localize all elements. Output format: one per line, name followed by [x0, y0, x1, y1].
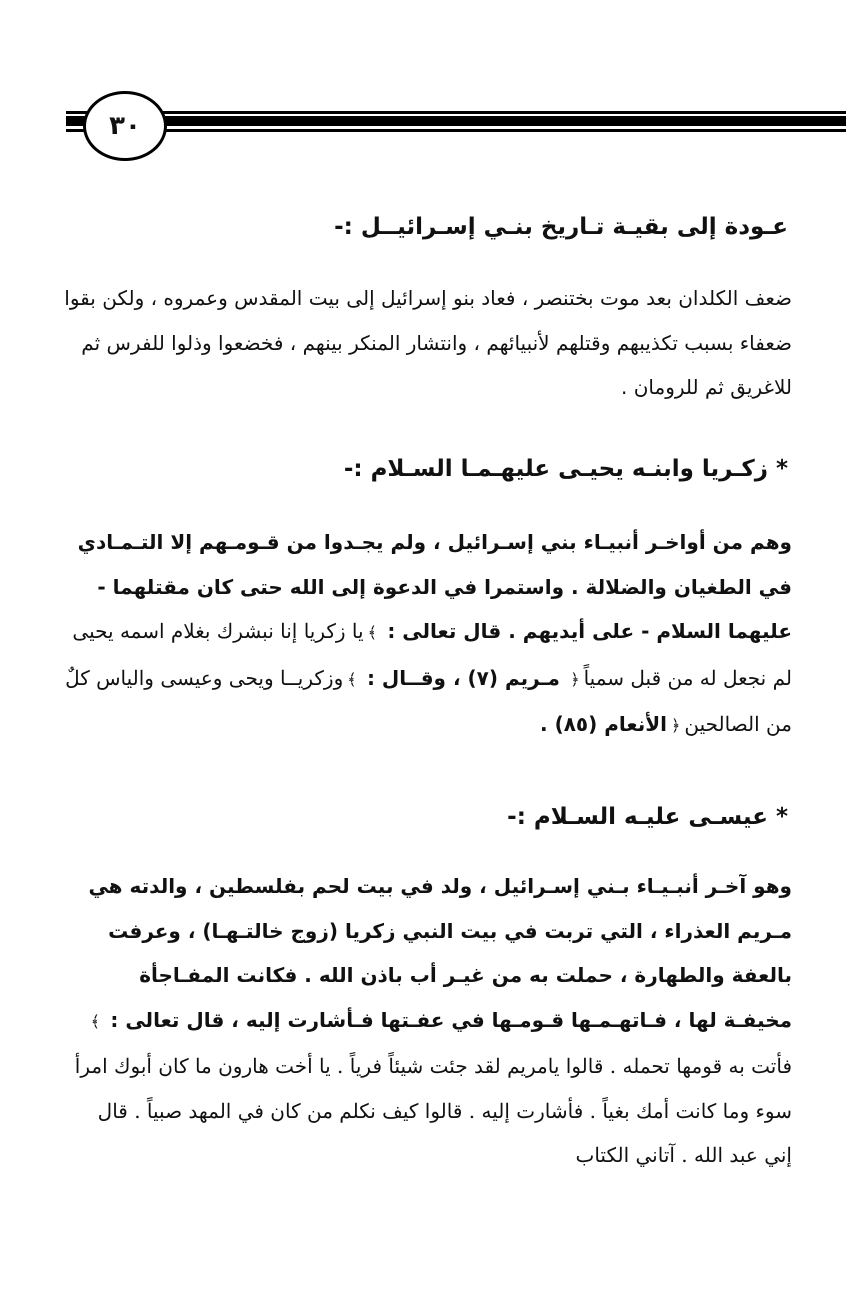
reference-anam-85: الأنعام (٨٥) .: [540, 712, 667, 736]
section-heading-return-history: عـودة إلى بقيـة تـاريخ بنـي إسـرائيــل :-: [334, 214, 788, 240]
paragraph-zakariya-intro: وهم من أواخـر أنبيـاء بني إسـرائيل ، ولم يجـدوا من قـومـهم إلا التـمـادي في الطغيان والضلالة . واستمرا في الدعوة إلى الله حتى كان مقتلهما - عليهما السلام - على أيديهم . قال تعالى :: [77, 530, 792, 643]
header-rule-thick-line: [66, 116, 846, 126]
page-number: ٣٠: [109, 111, 141, 141]
section-heading-isa: * عيسـى عليـه السـلام :-: [507, 804, 788, 830]
quran-quote-open-mark: ﴾: [347, 669, 357, 689]
quran-verse-maryam-7: يا زكريا إنا نبشرك بغلام اسمه يحيى لم نجعل له من قبل سمياً: [72, 619, 792, 690]
page-number-badge: [83, 91, 167, 161]
header-rule: [66, 110, 846, 136]
section-heading-zakariya-yahya: * زكـريا وابنـه يحيـى عليهـمـا السـلام :-: [343, 456, 788, 482]
header-rule-thin-line: [66, 129, 846, 132]
paragraph-isa-intro: وهو آخـر أنبـيـاء بـني إسـرائيل ، ولد في بيت لحم بفلسطين ، والدته هي مـريم العذراء ، التي تربت في بيت النبي زكريا (زوج خالتـهـا) ، وعرفت بالعفة والطهارة ، حملت به من غيـر أب باذن الله . فكانت المفـاجأة مخيفـة لها ، فـاتهـمـها قـومـها في عفـتها فـأشارت إليه ، قال تعالى :: [88, 874, 792, 1032]
paragraph-isa: [64, 864, 792, 1178]
quran-verse-maryam-27-30: فأتت به قومها تحمله . قالوا يامريم لقد جئت شيئاً فرياً . يا أخت هارون ما كان أبوك امرأ سوء وما كانت أمك بغياً . فأشارت إليه . قالوا كيف نكلم من كان في المهد صبياً . قال إني عبد الله . آتاني الكتاب: [74, 1054, 792, 1167]
paragraph-return-history: ضعف الكلدان بعد موت بختنصر ، فعاد بنو إسرائيل إلى بيت المقدس وعمروه ، ولكن بقوا ضعفاء بسبب تكذيبهم وقتلهم لأنبيائهم ، وانتشار المنكر بينهم ، فخضعوا وذلوا للفرس ثم للاغريق ثم للرومان .: [64, 286, 792, 399]
quran-quote-close-mark: ﴿: [570, 669, 580, 689]
quran-quote-close-mark: ﴿: [670, 716, 681, 735]
header-rule-top-line: [66, 111, 846, 114]
paragraph-zakariya-yahya: [64, 520, 792, 749]
reference-maryam-7: مـريم (٧) ، وقــال :: [366, 665, 560, 690]
quran-verse-anam-85: وزكريــا ويحى وعيسى والياس كلٌ من الصالحين: [65, 665, 792, 736]
quran-quote-open-mark: ﴾: [90, 1011, 100, 1031]
quran-quote-open-mark: ﴾: [367, 623, 377, 642]
